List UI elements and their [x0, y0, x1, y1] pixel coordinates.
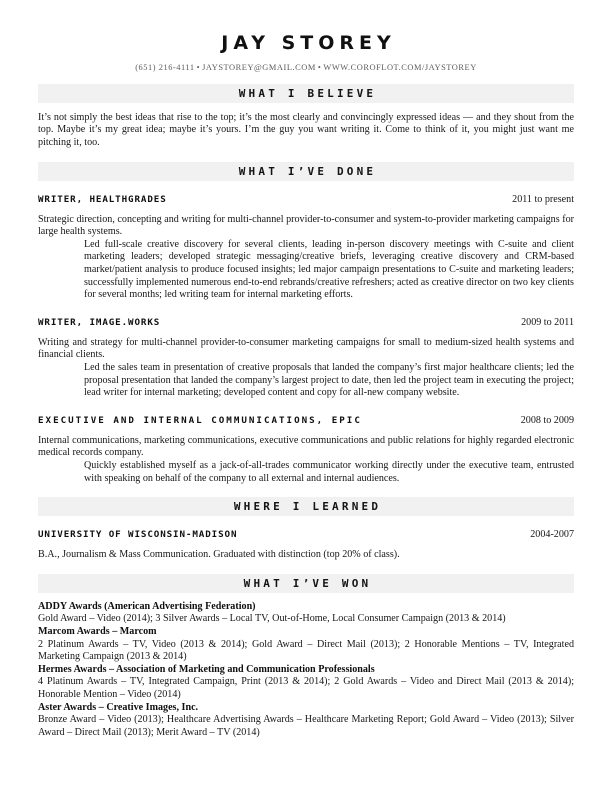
- section-heading-education: WHERE I LEARNED: [38, 497, 574, 516]
- awards-list: [38, 593, 574, 740]
- education-detail: B.A., Journalism & Mass Communication. Graduated with distinction (top 20% of class).: [38, 549, 400, 561]
- award-organization: Aster Awards – Creative Images, Inc.: [38, 701, 199, 713]
- job-entry-header: [38, 317, 574, 328]
- education-entry-header: [38, 529, 574, 540]
- section-heading-experience: WHAT I’VE DONE: [38, 162, 574, 181]
- job-dates: 2008 to 2009: [520, 414, 574, 426]
- job-summary: Internal communications, marketing communications, executive communications and public relations for highly regarded electronic medical records company.: [38, 434, 574, 459]
- award-group: [38, 702, 574, 740]
- contact-separator-2: •: [317, 62, 322, 72]
- job-entry-header: [38, 415, 574, 426]
- award-detail: Bronze Award – Video (2013); Healthcare Advertising Awards – Healthcare Marketing Report; Gold Award – Video (2013); Silver Award – Direct Mail (2013); Merit Award – TV (2014): [38, 714, 574, 738]
- award-organization: Hermes Awards – Association of Marketing and Communication Professionals: [38, 663, 375, 675]
- school-name: UNIVERSITY OF WISCONSIN-MADISON: [38, 529, 238, 541]
- job-summary: Strategic direction, concepting and writing for multi-channel provider-to-consumer and system-to-provider marketing campaigns for large health systems.: [38, 213, 574, 238]
- job-details: Quickly established myself as a jack-of-all-trades communicator working directly under the executive team, entrusted with speaking on behalf of the company to all external and internal audiences.: [84, 459, 574, 484]
- section-heading-awards: WHAT I’VE WON: [38, 574, 574, 593]
- job-dates: 2009 to 2011: [521, 316, 574, 328]
- award-group: [38, 601, 574, 626]
- contact-phone: (651) 216-4111: [135, 62, 195, 72]
- job-entry-header: [38, 194, 574, 205]
- job-details: Led the sales team in presentation of creative proposals that landed the company’s first major healthcare clients; led the proposal presentation that landed the company’s largest project to date, then led the project team in executing the project; lead writer for internal marketing; developed content and copy for all-new company website.: [84, 362, 574, 399]
- award-group: [38, 626, 574, 664]
- job-title: EXECUTIVE AND INTERNAL COMMUNICATIONS, EPIC: [38, 414, 362, 426]
- contact-separator-1: •: [196, 62, 201, 72]
- resume-masthead: [38, 0, 574, 72]
- contact-website[interactable]: WWW.COROFLOT.COM/JAYSTOREY: [323, 62, 477, 72]
- job-details: Led full-scale creative discovery for several clients, leading in-person discovery meetings with C-suite and client marketing leaders; developed strategic messaging/creative briefs, leveraging creative discovery and CRM-based market/patient analysis to produce focused insights; led major campaign presentations to C-suite and marketing leaders; successfully implemented numerous end-to-end rebrands/creative refreshers; acted as creative director on two key clients for several months; led writing team for internal marketing efforts.: [84, 238, 574, 301]
- award-detail: 4 Platinum Awards – TV, Integrated Campaign, Print (2013 & 2014); 2 Gold Awards – Video and Direct Mail (2013 & 2014); Honorable Mention – Video (2014): [38, 676, 574, 700]
- job-title: WRITER, IMAGE.WORKS: [38, 316, 161, 328]
- believe-paragraph: It’s not simply the best ideas that rise to the top; it’s the most clearly and convincingly expressed ideas — and they shout from the top. Maybe it’s my great idea; maybe it’s yours. I’m the guy you want writing it. Come to think of it, you might just want me pitching it, too.: [38, 111, 574, 149]
- job-summary: Writing and strategy for multi-channel provider-to-consumer marketing campaigns for small to medium-sized health systems and financial clients.: [38, 336, 574, 361]
- contact-line: [38, 63, 574, 72]
- award-detail: 2 Platinum Awards – TV, Video (2013 & 2014); Gold Award – Direct Mail (2013); 2 Honorable Mentions – TV, Integrated Marketing Campaign (2013 & 2014): [38, 638, 574, 663]
- job-title: WRITER, HEALTHGRADES: [38, 193, 167, 205]
- contact-email[interactable]: JAYSTOREY@GMAIL.COM: [202, 62, 316, 72]
- award-organization: Marcom Awards – Marcom: [38, 625, 157, 637]
- award-group: [38, 664, 574, 702]
- job-dates: 2011 to present: [512, 193, 574, 205]
- school-dates: 2004-2007: [530, 529, 574, 541]
- award-detail: Gold Award – Video (2014); 3 Silver Awards – Local TV, Out-of-Home, Local Consumer Campaign (2013 & 2014): [38, 613, 506, 625]
- award-organization: ADDY Awards (American Advertising Federation): [38, 600, 256, 612]
- page-title: JAY STOREY: [221, 32, 396, 54]
- section-heading-believe: WHAT I BELIEVE: [38, 84, 574, 103]
